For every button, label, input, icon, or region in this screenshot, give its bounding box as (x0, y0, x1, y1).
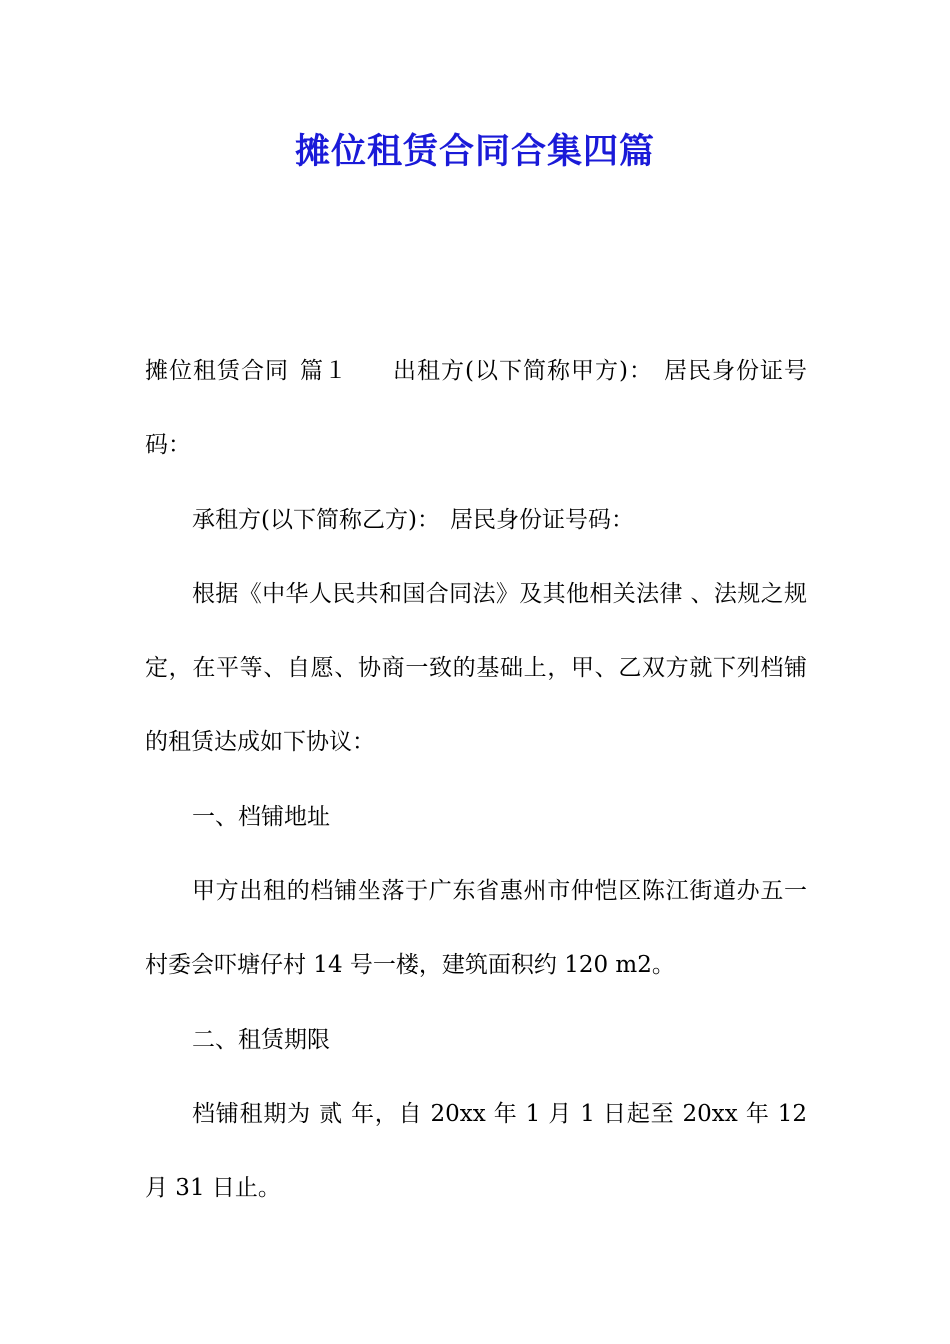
paragraph-address: 甲方出租的档铺坐落于广东省惠州市仲恺区陈江街道办五一村委会吓塘仔村 14 号一楼，建筑面积约 120 m2。 (145, 878, 807, 979)
lessor-id-label: 居民身份证号码： (145, 358, 808, 459)
lessee-id-label: 居民身份证号码： (449, 506, 634, 533)
lessor-label: 出租方(以下简称甲方)： (392, 358, 653, 384)
lessee-label: 承租方(以下简称乙方)： (192, 506, 440, 533)
paragraph-lessor (145, 334, 807, 483)
paragraph-term: 档铺租期为 贰 年，自 20xx 年 1 月 1 日起至 20xx 年 12 月 31 日止。 (145, 1100, 807, 1202)
section-heading: 摊位租赁合同 (145, 358, 290, 384)
heading-term: 二、租赁期限 (192, 1026, 330, 1053)
section-number: 篇１ (299, 358, 349, 384)
document-title: 摊位租赁合同合集四篇 (294, 132, 655, 172)
document-body (145, 334, 807, 1226)
heading-address: 一、档铺地址 (192, 803, 330, 830)
paragraph-lessee (145, 483, 807, 557)
paragraph-basis: 根据《中华人民共和国合同法》及其他相关法律 、法规之规定，在平等、自愿、协商一致的基础上，甲、乙双方就下列档铺的租赁达成如下协议： (145, 580, 807, 756)
